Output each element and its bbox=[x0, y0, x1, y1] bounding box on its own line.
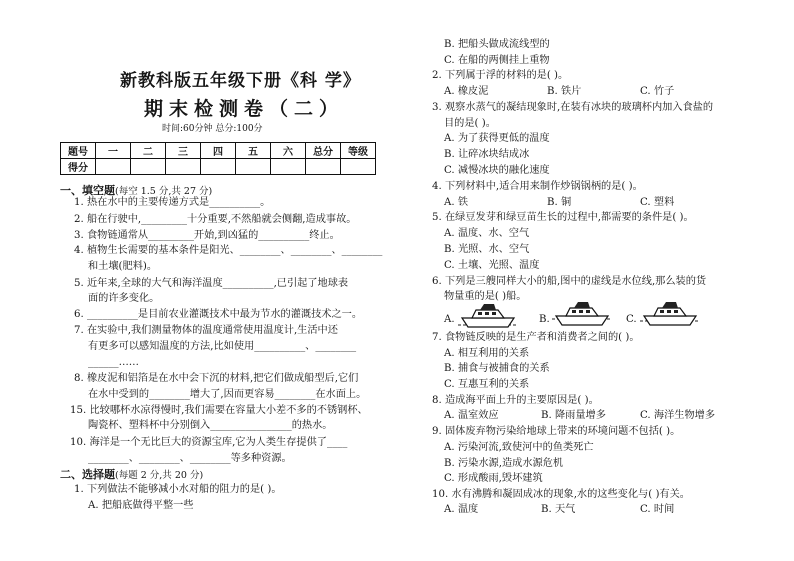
choice-option: B. 把船头做成流线型的 bbox=[444, 39, 550, 50]
score-cell[interactable] bbox=[306, 159, 341, 175]
score-header-cell: 题号 bbox=[61, 143, 96, 159]
fill-question: 8. 橡皮泥和铝箔是在水中会下沉的材料,把它们做成船型后,它们 bbox=[74, 373, 359, 384]
choice-question: 4. 下列材料中,适合用来制作炒锅锅柄的是( )。 bbox=[432, 181, 643, 192]
section-title: 一、填空题 bbox=[60, 184, 115, 197]
fill-question: 7. 在实验中,我们测量物体的温度通常使用温度计,生活中还 bbox=[74, 325, 338, 336]
choice-option: C. 时间 bbox=[640, 504, 675, 515]
fill-question: 3. 食物链通常从_________开始,到凶猛的__________终止。 bbox=[74, 230, 340, 241]
score-cell[interactable] bbox=[271, 159, 306, 175]
score-cell[interactable] bbox=[201, 159, 236, 175]
fill-question-cont: 面的许多变化。 bbox=[88, 293, 160, 304]
choice-option: C. 土壤、光照、温度 bbox=[444, 260, 540, 271]
choice-option: A. bbox=[444, 314, 455, 325]
choice-option: C. 塑料 bbox=[640, 197, 675, 208]
choice-option: B. 铜 bbox=[547, 197, 572, 208]
choice-option: A. 温度 bbox=[444, 504, 479, 515]
fill-question-cont: ______…… bbox=[88, 357, 139, 368]
section-note: (每空 1.5 分,共 27 分) bbox=[115, 186, 213, 197]
score-header-cell: 四 bbox=[201, 143, 236, 159]
choice-option: C. bbox=[626, 314, 637, 325]
choice-option: A. 温度、水、空气 bbox=[444, 228, 530, 239]
score-header-cell: 二 bbox=[131, 143, 166, 159]
fill-question-cont: 有更多可以感知温度的方法,比如使用__________、________ bbox=[88, 341, 357, 352]
section-title: 二、选择题 bbox=[60, 468, 115, 481]
section-note: (每题 2 分,共 20 分) bbox=[115, 470, 204, 481]
exam-subtitle: 期末检测卷（二） bbox=[144, 98, 345, 120]
score-cell[interactable] bbox=[341, 159, 376, 175]
choice-option: C. 竹子 bbox=[640, 86, 675, 97]
fill-question-cont: 陶瓷杯、塑料杯中分别倒入________________的热水。 bbox=[88, 420, 333, 431]
choice-option: C. 海洋生物增多 bbox=[640, 410, 716, 421]
choice-option: A. 把船底做得平整一些 bbox=[88, 500, 194, 511]
choice-option: B. 降雨量增多 bbox=[541, 410, 606, 421]
choice-question-cont: 物量重的是( )船。 bbox=[444, 291, 527, 302]
score-header-cell: 等级 bbox=[341, 143, 376, 159]
choice-option: A. 铁 bbox=[444, 197, 469, 208]
score-table-score-row bbox=[61, 159, 376, 175]
score-cell[interactable] bbox=[236, 159, 271, 175]
choice-option: B. 光照、水、空气 bbox=[444, 244, 530, 255]
score-cell[interactable] bbox=[131, 159, 166, 175]
score-header-cell: 总分 bbox=[306, 143, 341, 159]
fill-question-cont: 和土壤(肥料)。 bbox=[88, 261, 158, 272]
choice-option: A. 污染河流,致使河中的鱼类死亡 bbox=[444, 442, 594, 453]
score-cell[interactable] bbox=[96, 159, 131, 175]
fill-question: 6. __________是目前农业灌溉技术中最为节水的灌溉技术之一。 bbox=[74, 309, 363, 320]
choice-question: 3. 观察水蒸气的凝结现象时,在装有冰块的玻璃杯内加入食盐的 bbox=[432, 102, 714, 113]
choice-question: 8. 造成海平面上升的主要原因是( )。 bbox=[432, 395, 599, 406]
choice-option: C. 互惠互利的关系 bbox=[444, 379, 530, 390]
choice-question-cont: 目的是( )。 bbox=[444, 118, 496, 129]
fill-question: 10. 海洋是一个无比巨大的资源宝库,它为人类生存提供了____ bbox=[70, 437, 348, 448]
score-row-label: 得分 bbox=[61, 159, 96, 175]
fill-question-cont: 在水中受到的________增大了,因而更容易________在水面上。 bbox=[88, 389, 367, 400]
choice-option: C. 在船的两侧挂上重物 bbox=[444, 55, 550, 66]
choice-question: 7. 食物链反映的是生产者和消费者之间的( )。 bbox=[432, 332, 640, 343]
choice-option: C. 减慢冰块的融化速度 bbox=[444, 165, 550, 176]
score-table-header-row bbox=[61, 143, 376, 159]
score-header-cell: 五 bbox=[236, 143, 271, 159]
choice-option: B. 捕食与被捕食的关系 bbox=[444, 363, 550, 374]
choice-question: 1. 下列做法不能够减小水对船的阻力的是( )。 bbox=[74, 484, 282, 495]
choice-question: 10. 水有沸腾和凝固成冰的现象,水的这些变化与( )有关。 bbox=[432, 489, 690, 500]
fill-question-cont: ________、________、________等多种资源。 bbox=[88, 453, 292, 464]
choice-option: B. 铁片 bbox=[547, 86, 582, 97]
score-header-cell: 六 bbox=[271, 143, 306, 159]
fill-question: 4. 植物生长需要的基本条件是阳光、________、________、________ bbox=[74, 245, 383, 256]
fill-question: 2. 船在行驶中,_________十分重要,不然船就会侧翻,造成事故。 bbox=[74, 214, 357, 225]
choice-option: A. 温室效应 bbox=[444, 410, 499, 421]
exam-title: 新教科版五年级下册《科 学》 bbox=[120, 71, 361, 91]
exam-meta: 时间:60分钟 总分:100分 bbox=[162, 124, 263, 134]
score-header-cell: 一 bbox=[96, 143, 131, 159]
fill-question: 5. 近年来,全球的大气和海洋温度__________,已引起了地球表 bbox=[74, 278, 349, 289]
section-choice-heading bbox=[60, 466, 203, 482]
score-cell[interactable] bbox=[166, 159, 201, 175]
choice-option: B. 污染水源,造成水源危机 bbox=[444, 458, 564, 469]
fill-question: 15. 比较哪杯水凉得慢时,我们需要在容量大小差不多的不锈钢杯、 bbox=[70, 405, 368, 416]
choice-option: B. 天气 bbox=[541, 504, 576, 515]
choice-question: 5. 在绿豆发芽和绿豆苗生长的过程中,都需要的条件是( )。 bbox=[432, 212, 694, 223]
choice-option: A. 相互利用的关系 bbox=[444, 348, 530, 359]
boat-c-icon bbox=[640, 300, 700, 326]
boat-a-icon bbox=[458, 302, 518, 328]
choice-question: 2. 下列属于浮的材料的是( )。 bbox=[432, 70, 569, 81]
choice-question: 9. 固体废弃物污染给地球上带来的环境问题不包括( )。 bbox=[432, 426, 681, 437]
fill-question: 1. 热在水中的主要传递方式是__________。 bbox=[74, 197, 271, 208]
choice-option: B. 让碎冰块结成冰 bbox=[444, 149, 530, 160]
score-header-cell: 三 bbox=[166, 143, 201, 159]
choice-option: B. bbox=[539, 314, 550, 325]
choice-option: A. 为了获得更低的温度 bbox=[444, 133, 550, 144]
boat-b-icon bbox=[552, 300, 612, 326]
choice-option: A. 橡皮泥 bbox=[444, 86, 489, 97]
choice-question: 6. 下列是三艘同样大小的船,图中的虚线是水位线,那么装的货 bbox=[432, 276, 707, 287]
score-table bbox=[60, 142, 376, 175]
choice-option: C. 形成酸雨,毁坏建筑 bbox=[444, 473, 543, 484]
